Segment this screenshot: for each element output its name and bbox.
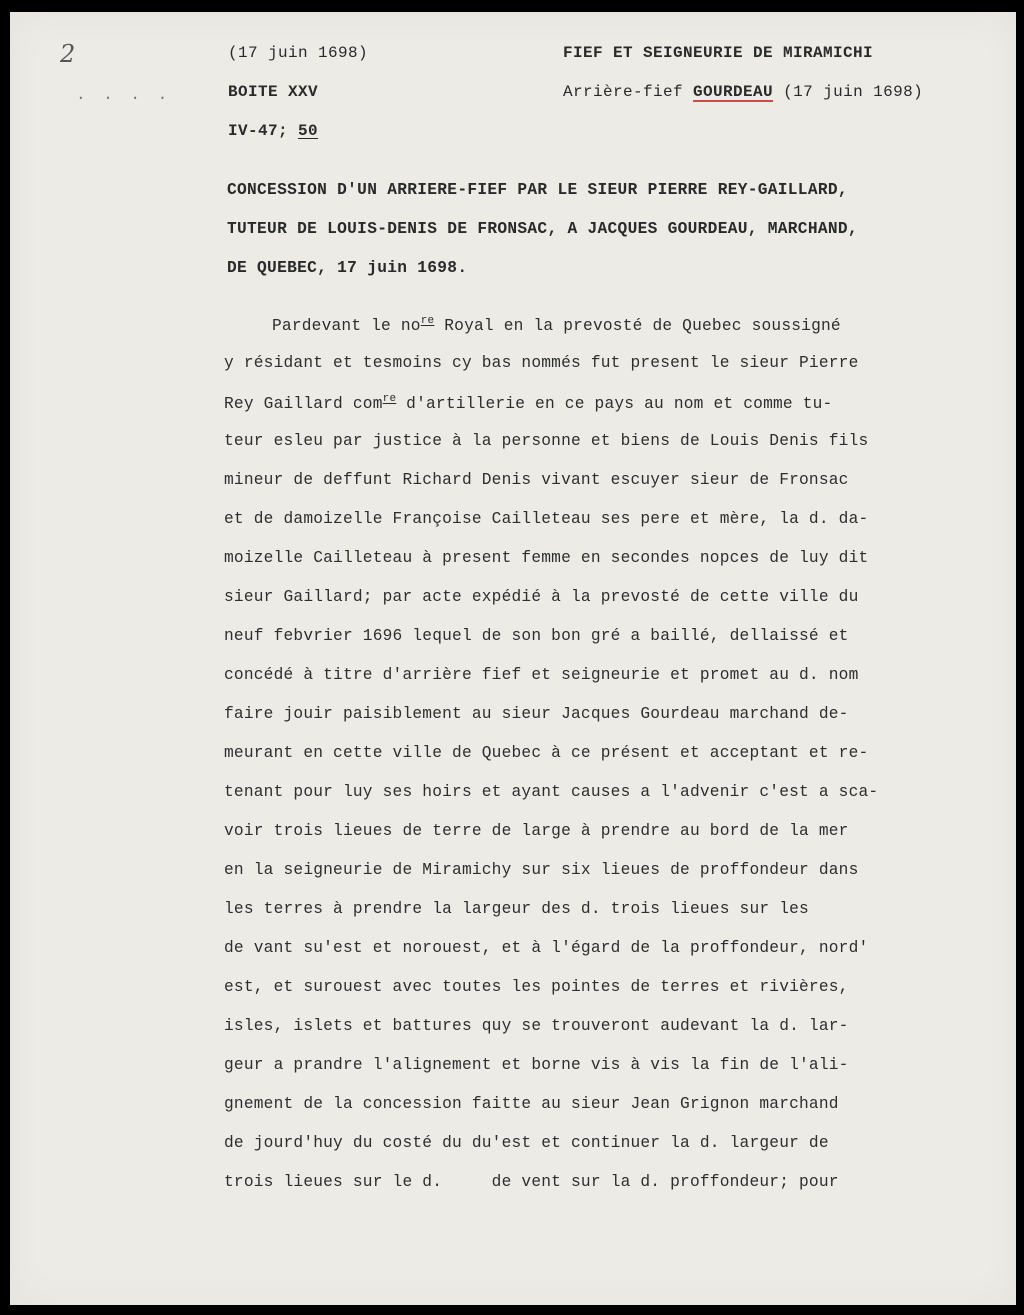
body-line: voir trois lieues de terre de large à prendre au bord de la mer — [224, 822, 849, 840]
body-line: gnement de la concession faitte au sieur Jean Grignon marchand — [224, 1095, 839, 1113]
body-line-1 — [272, 315, 841, 335]
document-page — [10, 12, 1016, 1305]
header-fief-title: FIEF ET SEIGNEURIE DE MIRAMICHI — [563, 44, 874, 62]
margin-marks: . . . . — [76, 86, 172, 104]
body-line: faire jouir paisiblement au sieur Jacques Gourdeau marchand de- — [224, 705, 849, 723]
body-line-3-sup: re — [382, 393, 397, 405]
concession-title-line-3: DE QUEBEC, 17 juin 1698. — [227, 259, 468, 277]
header-subtitle-prefix: Arrière-fief — [563, 83, 684, 101]
body-line-1-b: Royal en la prevosté de Quebec soussigné — [434, 317, 841, 335]
body-line-1-a: Pardevant le no — [272, 317, 421, 335]
page-number: 2 — [60, 40, 76, 68]
header-reference-prefix: IV-47; — [228, 122, 289, 140]
body-line: isles, islets et battures quy se trouveront audevant la d. lar- — [224, 1017, 849, 1035]
body-line: trois lieues sur le d. de vent sur la d. proffondeur; pour — [224, 1173, 839, 1191]
header-reference-number: 50 — [298, 122, 319, 140]
header-subtitle-date: (17 juin 1698) — [783, 83, 924, 101]
header-fief-subtitle — [563, 83, 923, 101]
body-line: les terres à prendre la largeur des d. trois lieues sur les — [224, 900, 809, 918]
body-line: de jourd'huy du costé du du'est et continuer la d. largeur de — [224, 1134, 829, 1152]
body-line: de vant su'est et norouest, et à l'égard de la proffondeur, nord' — [224, 939, 869, 957]
concession-title-line-1: CONCESSION D'UN ARRIERE-FIEF PAR LE SIEUR PIERRE REY-GAILLARD, — [227, 181, 848, 199]
header-subtitle-name: GOURDEAU — [693, 83, 774, 101]
body-line: mineur de deffunt Richard Denis vivant escuyer sieur de Fronsac — [224, 471, 849, 489]
header-reference — [228, 122, 318, 140]
header-date: (17 juin 1698) — [228, 44, 369, 62]
body-line-3-a: Rey Gaillard com — [224, 395, 383, 413]
body-line: geur a prandre l'alignement et borne vis à vis la fin de l'ali- — [224, 1056, 849, 1074]
body-line: est, et surouest avec toutes les pointes de terres et rivières, — [224, 978, 849, 996]
body-line: neuf febvrier 1696 lequel de son bon gré a baillé, dellaissé et — [224, 627, 849, 645]
body-line-2: y résidant et tesmoins cy bas nommés fut present le sieur Pierre — [224, 354, 859, 372]
concession-title-line-2: TUTEUR DE LOUIS-DENIS DE FRONSAC, A JACQUES GOURDEAU, MARCHAND, — [227, 220, 858, 238]
body-line: concédé à titre d'arrière fief et seigneurie et promet au d. nom — [224, 666, 859, 684]
body-line: sieur Gaillard; par acte expédié à la prevosté de cette ville du — [224, 588, 859, 606]
body-line: en la seigneurie de Miramichy sur six lieues de proffondeur dans — [224, 861, 859, 879]
body-line: moizelle Cailleteau à present femme en secondes nopces de luy dit — [224, 549, 869, 567]
body-line: tenant pour luy ses hoirs et ayant causes a l'advenir c'est a sca- — [224, 783, 879, 801]
body-line: et de damoizelle Françoise Cailleteau ses pere et mère, la d. da- — [224, 510, 869, 528]
body-line-3 — [224, 393, 832, 413]
body-line: meurant en cette ville de Quebec à ce présent et acceptant et re- — [224, 744, 869, 762]
body-line: teur esleu par justice à la personne et biens de Louis Denis fils — [224, 432, 869, 450]
body-line-3-b: d'artillerie en ce pays au nom et comme tu- — [396, 395, 833, 413]
body-line-1-sup: re — [420, 315, 435, 327]
header-box: BOITE XXV — [228, 83, 319, 101]
